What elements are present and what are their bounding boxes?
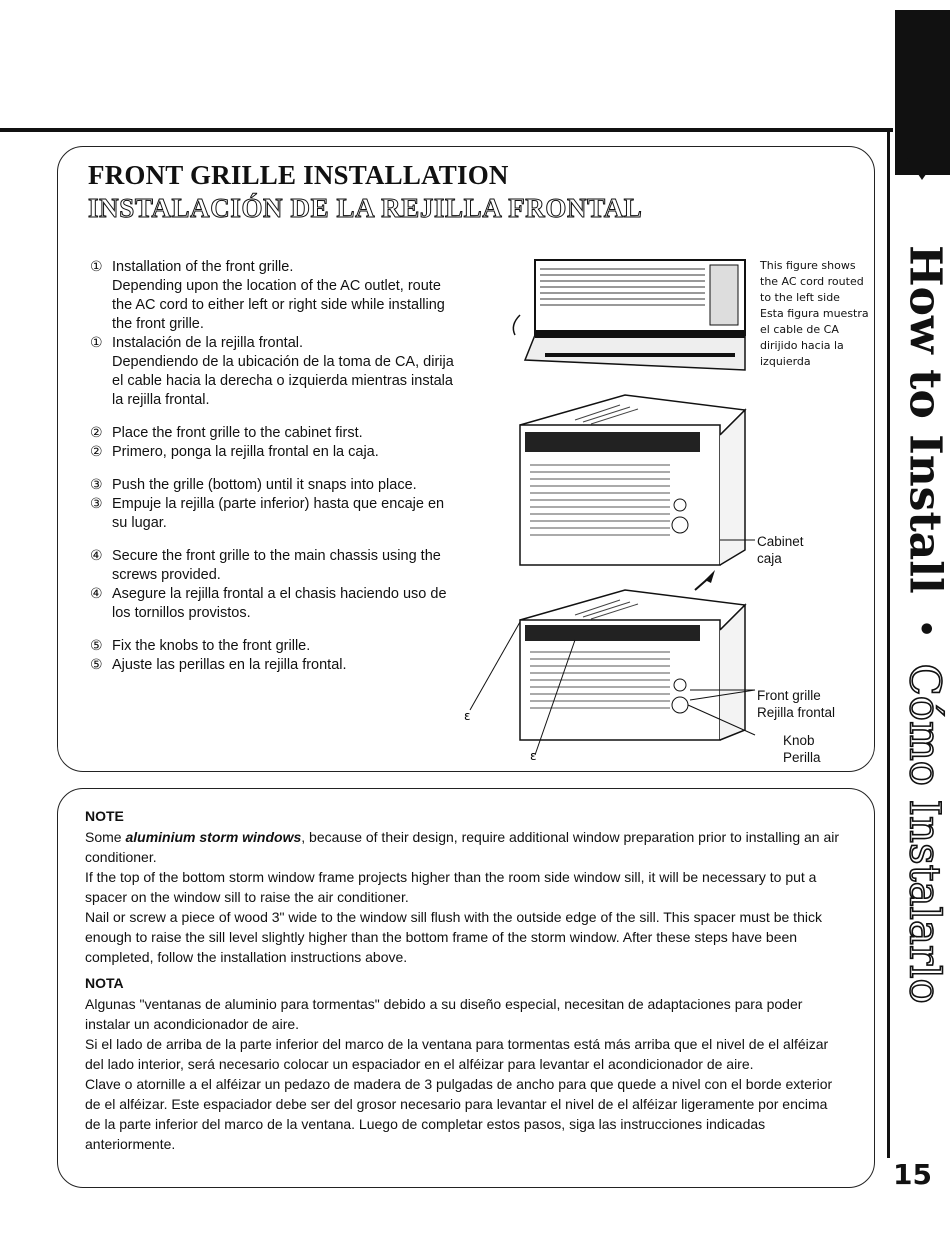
sidebar-bullet: • [907,619,943,639]
note-paragraph: Nail or screw a piece of wood 3" wide to the window sill flush with the outside edge of the sill. This spacer must be thick enough to raise the sill level slightly higher than the bottom frame of the storm window. After these steps have been completed, follow the installation instructions above. [85,909,822,965]
step-item: ① Instalación de la rejilla frontal. [90,335,304,351]
knob-label [783,732,821,766]
nota-heading: NOTA [85,975,124,991]
nota-paragraph: Si el lado de arriba de la parte inferior del marco de la ventana para tormentas está más arriba que el nivel de el alféizar del lado interior, será necesario colocar un espaciador en el alféizar para levantar el acondicionador de aire. [85,1036,829,1072]
knob-label-es: Perilla [783,750,821,765]
cabinet-figure [505,380,755,595]
figure-caption-es: Esta figura muestra el cable de CA dirijido hacia la izquierda [760,307,869,368]
step-item: ③ Empuje la rejilla (parte inferior) hasta que encaje en su lugar. [90,496,445,531]
figure-caption [760,258,870,370]
section-tab-pointer [895,140,950,180]
svg-text:ε: ε [530,749,537,763]
header-rule [0,128,893,132]
step-item: ④ Secure the front grille to the main chassis using the screws provided. [90,548,441,583]
figure-caption-en: This figure shows the AC cord routed to the left side [760,259,864,304]
sidebar-title [870,245,950,1004]
knob-label-en: Knob [783,733,815,748]
cabinet-label-en: Cabinet [757,534,804,549]
grille-label [757,687,835,721]
section-title-en: FRONT GRILLE INSTALLATION [88,160,509,190]
grille-label-es: Rejilla frontal [757,705,836,720]
step-item: Dependiendo de la ubicación de la toma de CA, dirija el cable hacia la derecha o izquierda mientras instala la rejilla frontal. [112,354,454,408]
page-number: 15 [893,1158,932,1191]
step-item: ② Primero, ponga la rejilla frontal en la caja. [90,444,379,460]
step-item: ① Installation of the front grille. [90,259,294,275]
nota-paragraph: Algunas "ventanas de aluminio para tormentas" debido a su diseño especial, necesitan de adaptaciones para poder instalar un acondicionador de aire. [85,996,803,1032]
grille-label-en: Front grille [757,688,821,703]
section-title-es: INSTALACIÓN DE LA REJILLA FRONTAL [88,193,643,223]
step-item: ② Place the front grille to the cabinet first. [90,425,363,441]
cord-routing-figure [505,255,755,385]
note-paragraph: Some aluminium storm windows, because of their design, require additional window preparation prior to installing an air conditioner. [85,829,840,865]
step-item: ⑤ Ajuste las perillas en la rejilla frontal. [90,657,347,673]
sidebar-title-es: Cómo Instalarlo [900,663,950,1004]
note-content [85,806,840,1154]
sidebar-title-en: How to Install [899,245,950,594]
cabinet-label-es: caja [757,551,782,566]
note-emphasis: aluminium storm windows [125,829,302,845]
svg-text:ε: ε [464,709,471,723]
note-paragraph: If the top of the bottom storm window frame projects higher than the room side window sill, it will be necessary to put a spacer on the window sill to raise the air conditioner. [85,869,817,905]
step-item: ④ Asegure la rejilla frontal a el chasis haciendo uso de los tornillos provistos. [90,586,447,621]
cabinet-label [757,533,804,567]
step-item: ⑤ Fix the knobs to the front grille. [90,638,311,654]
nota-paragraph: Clave o atornille a el alféizar un pedazo de madera de 3 pulgadas de ancho para que quede a nivel con el borde exterior de el alféizar. Este espaciador debe ser del grosor necesario para levantar el nivel de el alféizar ligeramente por encima de la parte inferior del marco de la ventana. Luego de completar estos pasos, siga las instrucciones indicadas anteriormente. [85,1076,833,1152]
step-item: Depending upon the location of the AC outlet, route the AC cord to either left or right side while installing the front grille. [112,278,445,332]
note-heading: NOTE [85,808,124,824]
step-item: ③ Push the grille (bottom) until it snaps into place. [90,477,417,493]
grille-knob-figure [450,580,760,770]
step-list [90,258,460,675]
